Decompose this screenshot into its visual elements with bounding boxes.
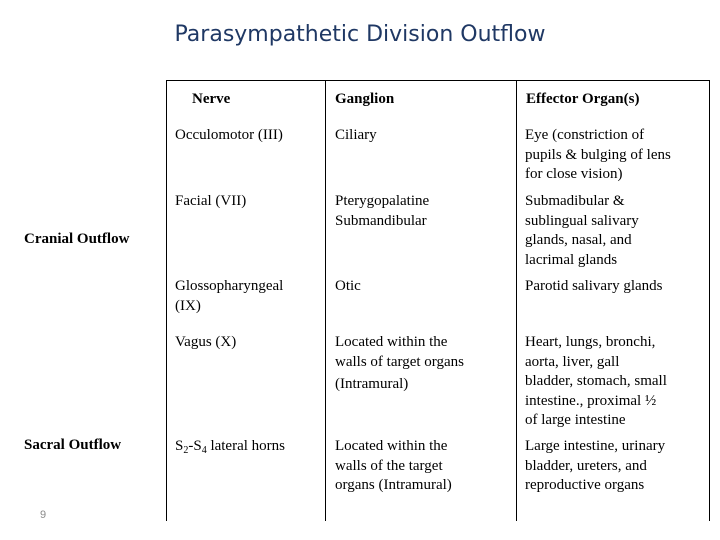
table-cell-nerve: Facial (VII) bbox=[175, 193, 247, 209]
nerve-text: lateral horns bbox=[206, 438, 285, 454]
effector-line: sublingual salivary bbox=[525, 212, 639, 229]
nerve-text: -S bbox=[188, 438, 202, 454]
table-cell-ganglion bbox=[335, 192, 429, 231]
nerve-line: (IX) bbox=[175, 297, 201, 314]
table-cell-effector: Parotid salivary glands bbox=[525, 278, 663, 294]
header-effector: Effector Organ(s) bbox=[526, 91, 640, 107]
effector-line: aorta, liver, gall bbox=[525, 353, 620, 370]
table-top-border bbox=[166, 80, 710, 81]
table-cell-ganglion bbox=[335, 333, 464, 395]
table-right-border bbox=[709, 80, 710, 521]
table-cell-effector bbox=[525, 126, 671, 185]
ganglion-line: organs (Intramural) bbox=[335, 477, 452, 493]
effector-line: pupils & bulging of lens bbox=[525, 146, 671, 163]
nerve-line: Glossopharyngeal bbox=[175, 278, 284, 294]
ganglion-line: Located within the bbox=[335, 438, 448, 454]
table-left-border bbox=[166, 80, 167, 521]
effector-line: Eye (constriction of bbox=[525, 127, 645, 143]
effector-line: reproductive organs bbox=[525, 477, 645, 493]
effector-line: of large intestine bbox=[525, 412, 626, 428]
ganglion-line: Located within the bbox=[335, 334, 448, 350]
nerve-subscript: 4 bbox=[201, 445, 207, 456]
table-cell-nerve: Occulomotor (III) bbox=[175, 127, 283, 143]
table-cell-ganglion: Otic bbox=[335, 278, 361, 294]
column-divider-2 bbox=[516, 80, 517, 521]
effector-line: bladder, stomach, small bbox=[525, 373, 667, 389]
effector-line: Heart, lungs, bronchi, bbox=[525, 334, 656, 350]
effector-line: intestine., proximal ½ bbox=[525, 392, 657, 409]
group-label-cranial: Cranial Outflow bbox=[24, 231, 130, 247]
table-cell-nerve bbox=[175, 437, 285, 457]
effector-line: Submadibular & bbox=[525, 193, 625, 209]
table-cell-effector bbox=[525, 192, 639, 270]
nerve-subscript: 2 bbox=[183, 445, 189, 456]
effector-line: Large intestine, urinary bbox=[525, 438, 666, 454]
effector-line: lacrimal glands bbox=[525, 251, 618, 268]
effector-line: glands, nasal, and bbox=[525, 232, 632, 248]
table-cell-ganglion: Ciliary bbox=[335, 127, 377, 143]
table-cell-nerve bbox=[175, 277, 283, 316]
ganglion-line: walls of the target bbox=[335, 457, 443, 474]
page-title: Parasympathetic Division Outflow bbox=[174, 22, 546, 47]
group-label-sacral: Sacral Outflow bbox=[24, 437, 122, 453]
header-nerve: Nerve bbox=[192, 91, 231, 107]
nerve-text: S bbox=[175, 438, 184, 454]
page-number: 9 bbox=[40, 509, 47, 521]
table-cell-effector bbox=[525, 333, 667, 431]
effector-line: for close vision) bbox=[525, 166, 623, 182]
ganglion-line: (Intramural) bbox=[335, 376, 409, 392]
ganglion-line: Pterygopalatine bbox=[335, 193, 430, 209]
table-cell-nerve: Vagus (X) bbox=[175, 334, 237, 350]
table-cell-ganglion bbox=[335, 437, 452, 496]
header-ganglion: Ganglion bbox=[335, 91, 395, 107]
table-cell-effector bbox=[525, 437, 665, 496]
ganglion-line: Submandibular bbox=[335, 212, 427, 229]
effector-line: bladder, ureters, and bbox=[525, 457, 647, 474]
column-divider-1 bbox=[325, 80, 326, 521]
ganglion-line: walls of target organs bbox=[335, 353, 465, 370]
